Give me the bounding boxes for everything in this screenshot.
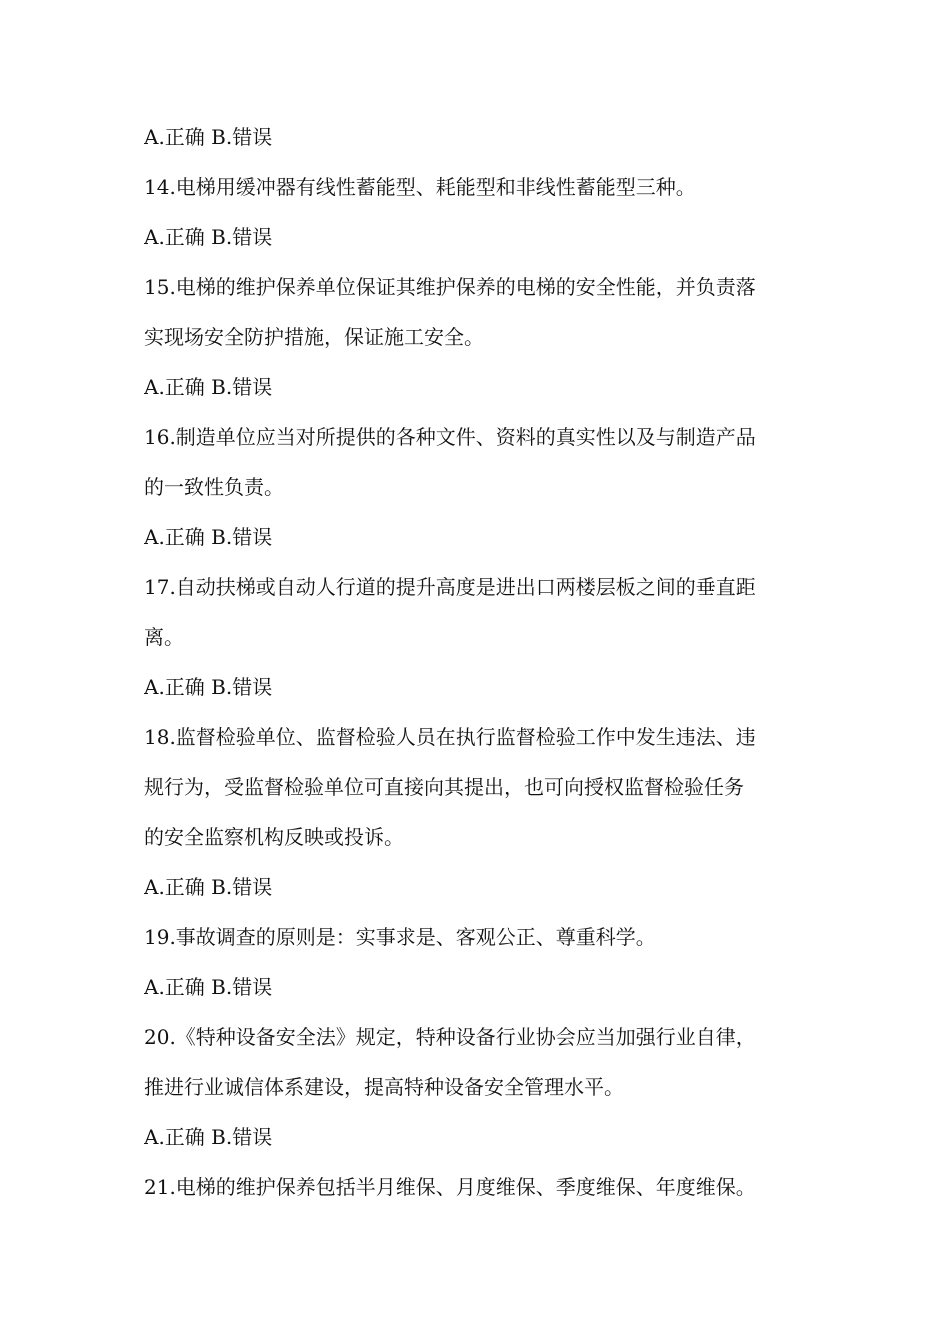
- question-18-line-2: 规行为，受监督检验单位可直接向其提出，也可向授权监督检验任务: [144, 775, 744, 799]
- answer-options-q18: A.正确 B.错误: [144, 875, 273, 899]
- question-20-line-1: 20.《特种设备安全法》规定，特种设备行业协会应当加强行业自律，: [144, 1025, 756, 1049]
- question-17-line-1: 17.自动扶梯或自动人行道的提升高度是进出口两楼层板之间的垂直距: [144, 575, 756, 599]
- answer-options-q13: A.正确 B.错误: [144, 125, 273, 149]
- question-19: 19.事故调查的原则是：实事求是、客观公正、尊重科学。: [144, 925, 656, 949]
- answer-options-q16: A.正确 B.错误: [144, 525, 273, 549]
- question-15-line-2: 实现场安全防护措施，保证施工安全。: [144, 325, 484, 349]
- answer-options-q14: A.正确 B.错误: [144, 225, 273, 249]
- question-17-line-2: 离。: [144, 625, 184, 649]
- answer-options-q17: A.正确 B.错误: [144, 675, 273, 699]
- document-page: [144, 118, 804, 1218]
- question-18-line-1: 18.监督检验单位、监督检验人员在执行监督检验工作中发生违法、违: [144, 725, 756, 749]
- question-16-line-1: 16.制造单位应当对所提供的各种文件、资料的真实性以及与制造产品: [144, 425, 756, 449]
- question-21: 21.电梯的维护保养包括半月维保、月度维保、季度维保、年度维保。: [144, 1175, 756, 1199]
- question-20-line-2: 推进行业诚信体系建设，提高特种设备安全管理水平。: [144, 1075, 624, 1099]
- answer-options-q19: A.正确 B.错误: [144, 975, 273, 999]
- answer-options-q20: A.正确 B.错误: [144, 1125, 273, 1149]
- question-15-line-1: 15.电梯的维护保养单位保证其维护保养的电梯的安全性能，并负责落: [144, 275, 756, 299]
- question-18-line-3: 的安全监察机构反映或投诉。: [144, 825, 404, 849]
- question-16-line-2: 的一致性负责。: [144, 475, 284, 499]
- question-14: 14.电梯用缓冲器有线性蓄能型、耗能型和非线性蓄能型三种。: [144, 175, 696, 199]
- answer-options-q15: A.正确 B.错误: [144, 375, 273, 399]
